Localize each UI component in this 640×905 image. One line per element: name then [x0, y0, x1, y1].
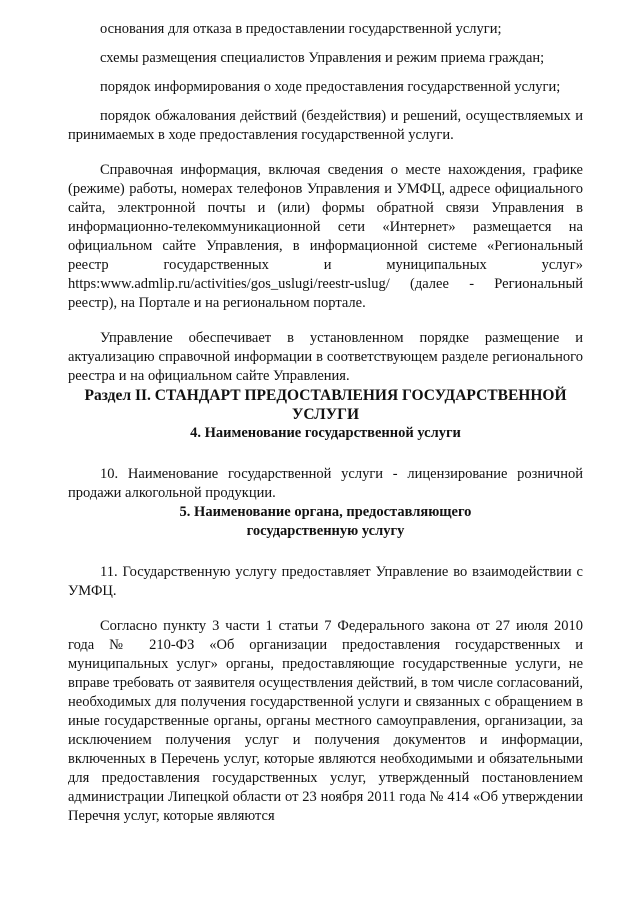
paragraph-11: 11. Государственную услугу предоставляет Управление во взаимодействии с УМФЦ. [68, 564, 583, 599]
subsection-heading-5-line-2: государственную услугу [246, 523, 405, 539]
list-item-staff-schedule: схемы размещения специалистов Управления и режим приема граждан; [100, 50, 545, 66]
section-title [68, 386, 583, 424]
section-title-line-2: УСЛУГИ [291, 406, 360, 423]
subsection-heading-4-text: 4. Наименование государственной услуги [190, 425, 461, 441]
section-title-line-1: Раздел II. СТАНДАРТ ПРЕДОСТАВЛЕНИЯ ГОСУДАРСТВЕННОЙ [84, 387, 567, 404]
list-item-refusal-grounds: основания для отказа в предоставлении государственной услуги; [100, 21, 502, 37]
paragraph-info-maintenance: Управление обеспечивает в установленном порядке размещение и актуализацию справочной информации в соответствующем разделе регионального реестра и на официальном сайте Управления. [68, 330, 583, 384]
subsection-heading-5 [68, 503, 583, 541]
subsection-heading-4 [68, 424, 583, 443]
paragraph-federal-law: Согласно пункту 3 части 1 статьи 7 Федерального закона от 27 июля 2010 года № 210-ФЗ «Об организации предоставления государственных и муниципальных услуг» органы, предоставляющие государственные услуги, не вправе требовать от заявителя осуществления действий, в том числе согласований, необходимых для получения государственной услуги и связанных с обращением в иные государственные органы, органы местного самоуправления, организации, за исключением получения услуг и получения документов и информации, включенных в Перечень услуг, которые являются необходимыми и обязательными для предоставления государственных услуг, утвержденный постановлением администрации Липецкой области от 23 ноября 2011 года № 414 «Об утверждении Перечня услуг, которые являются [68, 618, 583, 824]
paragraph-10: 10. Наименование государственной услуги - лицензирование розничной продажи алкогольной продукции. [68, 466, 583, 501]
list-item-progress-info: порядок информирования о ходе предоставления государственной услуги; [100, 79, 561, 95]
subsection-heading-5-line-1: 5. Наименование органа, предоставляющего [179, 504, 472, 520]
paragraph-reference-info: Справочная информация, включая сведения о месте нахождения, графике (режиме) работы, номерах телефонов Управления и УМФЦ, адресе официального сайта, электронной почты и (или) формы обратной связи Управления в информационно-телекоммуникационной сети «Интернет» размещается на официальном сайте Управления, в информационной системе «Региональный реестр государственных и муниципальных услуг» https:www.admlip.ru/activities/gos_uslugi/reestr-uslug/ (далее - Региональный реестр), на Портале и на региональном портале. [68, 162, 583, 311]
list-item-appeal-procedure: порядок обжалования действий (бездействия) и решений, осуществляемых и принимаемых в ходе предоставления государственной услуги. [68, 108, 583, 143]
